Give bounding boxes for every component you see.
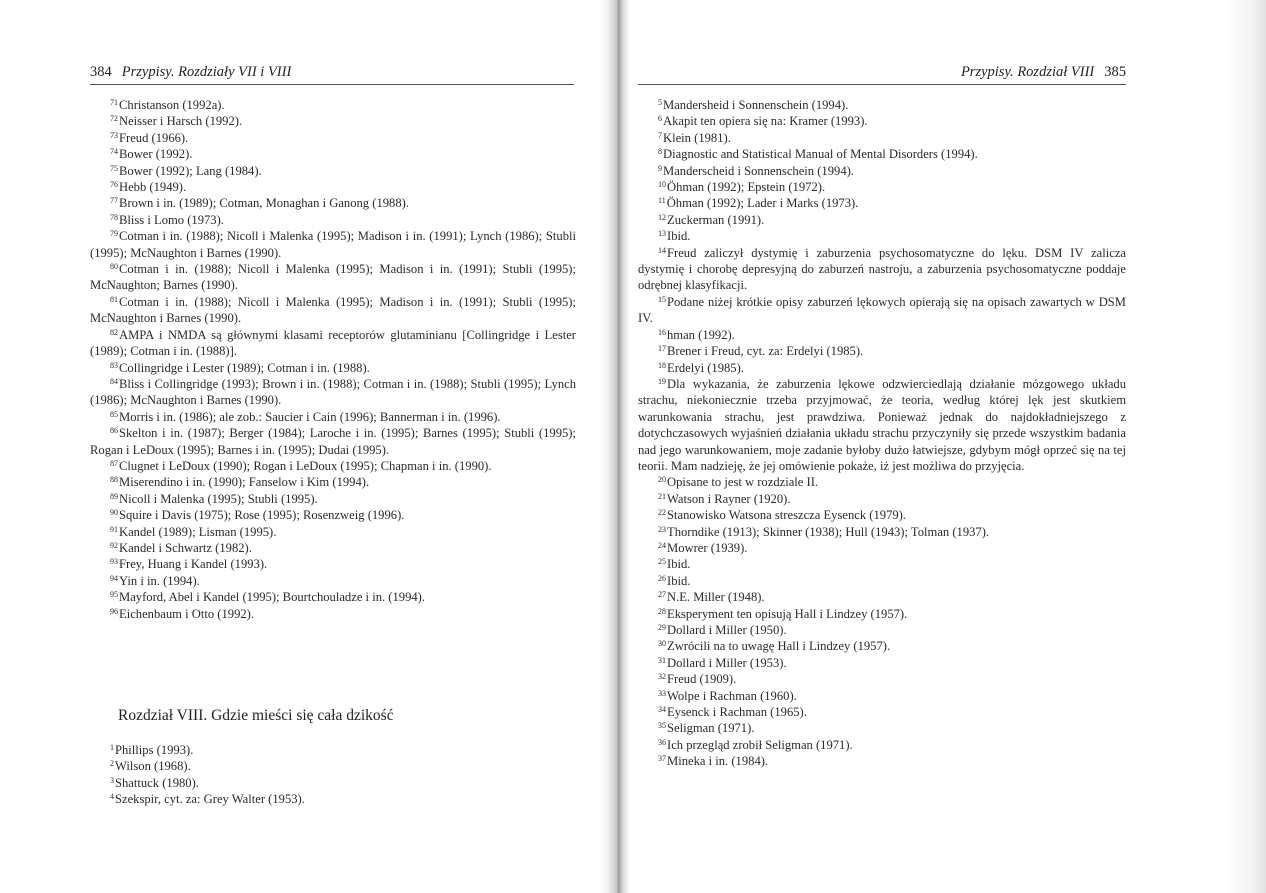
footnote-item [90,491,576,507]
footnote-number: 71 [110,98,118,107]
footnote-number: 8 [658,147,662,157]
footnote-number: 92 [110,540,118,550]
page-header-left [90,64,574,85]
footnote-item [638,245,1126,294]
footnote-number: 79 [110,229,118,239]
footnote-item [90,146,576,162]
page-number: 385 [1104,64,1126,80]
footnote-item [638,327,1126,343]
footnote-text: Freud (1909). [667,672,737,687]
footnote-number: 20 [658,475,666,485]
footnote-text: Cotman i in. (1988); Nicoll i Malenka (1995); Madison i in. (1991); Stubli (1995); McNaughton i Barnes (1990). [90,294,576,326]
footnote-text: Opisane to jest w rozdziale II. [667,475,819,490]
page-header-right [638,64,1126,85]
footnote-number: 7 [658,130,662,140]
footnote-text: Phillips (1993). [115,743,194,757]
footnote-item [638,507,1126,523]
footnote-number: 9 [658,163,662,173]
footnote-number: 87 [110,458,118,468]
footnote-number: 23 [658,524,666,534]
footnote-text: Cotman i in. (1988); Nicoll i Malenka (1995); Madison i in. (1991); Stubli (1995); McNaughton; Barnes (1990). [90,262,576,293]
footnote-number: 94 [110,573,118,583]
footnote-number: 90 [110,508,118,518]
footnote-text: Erdelyi (1985). [667,360,744,375]
footnote-text: Freud zaliczył dystymię i zaburzenia psychosomatyczne do lęku. DSM IV zalicza dystymię i chorobę depresyjną do zaburzeń nastroju, a zaburzenia psychosomatyczne poddaje odrębnej klasyfikacji. [638,245,1126,293]
footnote-item [638,294,1126,327]
footnote-item [638,376,1126,474]
footnote-text: Klein (1981). [663,130,731,145]
notes-list [90,97,576,622]
book-gutter [600,0,630,893]
footnote-text: Miserendino i in. (1990); Fanselow i Kim (1994). [119,475,370,490]
footnote-item [90,130,576,146]
footnote-text: Ibid. [667,557,691,572]
footnote-text: Ibid. [667,229,691,244]
footnote-number: 88 [110,475,118,485]
footnote-text: Podane niżej krótkie opisy zaburzeń lękowych opierają się na opisach zawartych w DSM IV. [638,294,1126,326]
footnote-number: 32 [658,672,666,682]
footnote-text: hman (1992). [667,327,735,342]
footnote-text: Wilson (1968). [115,759,191,774]
footnote-number: 37 [658,754,666,764]
footnote-number: 73 [110,130,118,140]
footnote-item [638,212,1126,228]
footnote-number: 18 [658,360,666,370]
footnote-text: Akapit ten opiera się na: Kramer (1993). [663,114,868,129]
footnote-item [638,228,1126,244]
footnote-number: 74 [110,147,118,157]
footnote-item [90,163,576,179]
footnote-number: 17 [658,344,666,354]
footnote-item [90,775,576,791]
footnote-item [638,573,1126,589]
footnote-number: 2 [110,759,114,769]
footnote-number: 19 [658,376,666,386]
footnote-text: Szekspir, cyt. za: Grey Walter (1953). [115,792,305,807]
footnote-item [90,540,576,556]
footnote-number: 10 [658,180,666,190]
footnote-item [90,113,576,129]
footnote-item [638,753,1126,769]
footnote-item [90,327,576,360]
footnote-text: Thorndike (1913); Skinner (1938); Hull (1943); Tolman (1937). [667,524,990,539]
footnote-text: Öhman (1992); Lader i Marks (1973). [666,196,859,211]
footnote-number: 96 [110,606,118,616]
footnote-text: Bower (1992). [119,147,193,162]
footnote-item [90,524,576,540]
footnote-text: Squire i Davis (1975); Rose (1995); Rosenzweig (1996). [119,508,405,523]
footnote-item [638,146,1126,162]
footnote-text: Morris i in. (1986); ale zob.: Saucier i Cain (1996); Bannerman i in. (1996). [119,409,501,424]
footnote-text: Brown i in. (1989); Cotman, Monaghan i Ganong (1988). [119,196,409,211]
footnote-item [638,360,1126,376]
footnote-number: 31 [658,655,666,665]
footnote-item [90,758,576,774]
footnote-number: 28 [658,606,666,616]
footnote-item [638,720,1126,736]
footnote-text: Dla wykazania, że zaburzenia lękowe odzwierciedlają działanie mózgowego układu strachu, niekoniecznie trzeba przyjmować, że teoria, według której lęk jest skutkiem warunkowania strachu, jest prawdziwa. Ponieważ jednak do najdokładniejszego z dotychczasowych wyjaśnień działania układu strachu przyczyniły się przede wszystkim badania nad jego warunkowaniem, moje zadanie byłoby dużo łatwiejsze, gdybym mógł oprzeć się na tej teorii. Mam nadzieję, że jej omówienie pokaże, iż jest możliwa do przyjęcia. [638,376,1126,473]
footnote-text: Yin i in. (1994). [119,573,200,588]
footnote-number: 89 [110,491,118,501]
footnote-text: Zwrócili na to uwagę Hall i Lindzey (1957). [667,639,891,654]
footnote-item [90,179,576,195]
footnote-item [638,606,1126,622]
footnote-text: Eksperyment ten opisują Hall i Lindzey (1957). [667,606,908,621]
running-title: Przypisy. Rozdział VIII [960,64,1095,80]
footnote-number: 6 [658,114,662,124]
footnote-item [90,409,576,425]
footnote-item [638,491,1126,507]
footnote-text: AMPA i NMDA są głównymi klasami receptorów glutaminianu [Collingridge i Lester (1989); Cotman i in. (1988)]. [90,327,576,359]
footnote-text: Kandel (1989); Lisman (1995). [119,524,277,539]
footnote-item [638,524,1126,540]
footnote-number: 26 [658,573,666,583]
footnote-number: 11 [658,196,666,206]
footnote-number: 83 [110,360,118,370]
footnote-number: 78 [110,212,118,222]
running-title: Przypisy. Rozdziały VII i VIII [121,64,292,80]
footnote-item [638,638,1126,654]
footnote-text: Mineka i in. (1984). [667,754,769,769]
footnote-number: 34 [658,705,666,715]
footnote-item [90,212,576,228]
scan-edge [1226,0,1266,893]
footnote-item [638,343,1126,359]
footnote-text: Cotman i in. (1988); Nicoll i Malenka (1995); Madison i in. (1991); Lynch (1986); Stubli (1995); McNaughton i Barnes (1990). [90,229,576,260]
footnote-number: 15 [658,294,666,304]
footnote-item [90,294,576,327]
footnote-item [638,556,1126,572]
notes-list [90,742,576,808]
footnote-text: Christanson (1992a). [119,98,225,112]
footnote-text: Mowrer (1939). [667,540,748,555]
footnote-item [90,573,576,589]
footnote-item [90,742,576,758]
page-number: 384 [90,64,112,80]
footnote-number: 21 [658,491,666,501]
footnote-item [638,655,1126,671]
footnote-text: Ich przegląd zrobił Seligman (1971). [667,737,853,752]
footnote-text: Dollard i Miller (1950). [667,623,787,637]
footnote-item [638,474,1126,490]
footnote-number: 86 [110,426,118,436]
footnote-item [90,195,576,211]
notes-list [638,97,1126,770]
footnote-item [90,425,576,458]
footnote-text: Bliss i Lomo (1973). [119,212,224,227]
footnote-number: 22 [658,508,666,518]
footnote-number: 76 [110,180,118,190]
footnote-text: Hebb (1949). [119,180,187,195]
footnote-number: 80 [110,262,118,272]
footnote-text: Wolpe i Rachman (1960). [667,688,797,703]
footnote-number: 14 [658,245,666,255]
footnote-text: Freud (1966). [119,130,189,145]
footnote-number: 93 [110,557,118,567]
footnote-text: Neisser i Harsch (1992). [119,114,243,129]
footnote-text: Watson i Rayner (1920). [667,491,791,506]
footnote-text: Clugnet i LeDoux (1990); Rogan i LeDoux (1995); Chapman i in. (1990). [119,458,492,473]
footnote-item [638,113,1126,129]
footnote-text: Manderscheid i Sonnenschein (1994). [663,163,854,178]
footnote-number: 72 [110,114,118,124]
footnote-item [638,163,1126,179]
footnote-number: 91 [110,524,118,534]
footnote-item [90,791,576,807]
footnote-text: Öhman (1992); Epstein (1972). [667,180,826,195]
footnote-item [638,622,1126,638]
footnote-item [638,688,1126,704]
footnote-number: 12 [658,212,666,222]
footnote-number: 29 [658,623,666,632]
footnote-item [90,261,576,294]
footnote-number: 13 [658,229,666,239]
footnote-item [638,179,1126,195]
footnote-text: Stanowisko Watsona streszcza Eysenck (1979). [667,508,907,523]
footnote-item [638,130,1126,146]
footnote-text: Collingridge i Lester (1989); Cotman i in. (1988). [119,360,370,375]
footnote-number: 85 [110,409,118,419]
footnote-number: 35 [658,721,666,731]
footnote-item [90,507,576,523]
chapter-heading: Rozdział VIII. Gdzie mieści się cała dzikość [118,707,394,724]
footnote-number: 4 [110,792,114,802]
footnote-number: 27 [658,590,666,600]
footnote-item [90,360,576,376]
footnote-item [90,228,576,261]
footnote-item [90,376,576,409]
footnote-text: Dollard i Miller (1953). [667,655,787,670]
footnote-number: 24 [658,540,666,550]
footnote-number: 81 [110,294,118,304]
footnote-item [90,556,576,572]
footnote-item [90,97,576,113]
footnote-text: Skelton i in. (1987); Berger (1984); Laroche i in. (1995); Barnes (1995); Stubli (1995); Rogan i LeDoux (1995); Barnes i in. (1995); Dudai (1995). [90,426,576,457]
footnote-text: Frey, Huang i Kandel (1993). [119,557,268,572]
footnote-text: Brener i Freud, cyt. za: Erdelyi (1985). [667,344,864,359]
footnote-number: 36 [658,737,666,747]
footnote-item [638,589,1126,605]
footnote-item [638,671,1126,687]
footnote-number: 84 [110,376,118,386]
footnote-text: Nicoll i Malenka (1995); Stubli (1995). [119,491,318,506]
footnote-number: 95 [110,590,118,600]
footnote-text: Shattuck (1980). [115,775,199,790]
footnote-item [638,704,1126,720]
left-page [0,0,600,893]
footnote-text: Kandel i Schwartz (1982). [119,540,252,555]
footnote-item [638,97,1126,113]
footnote-number: 5 [658,98,662,107]
footnote-number: 75 [110,163,118,173]
footnote-text: Eichenbaum i Otto (1992). [119,606,255,621]
footnote-item [90,458,576,474]
footnote-item [90,606,576,622]
footnote-text: Bliss i Collingridge (1993); Brown i in. (1988); Cotman i in. (1988); Stubli (1995); Lynch (1986); McNaughton i Barnes (1990). [90,376,576,408]
right-page [630,0,1266,893]
footnote-number: 3 [110,775,114,785]
footnote-number: 82 [110,327,118,337]
footnote-text: Seligman (1971). [667,721,755,736]
footnote-text: N.E. Miller (1948). [667,590,765,605]
footnote-text: Mayford, Abel i Kandel (1995); Bourtchouladze i in. (1994). [119,590,426,605]
footnote-item [638,195,1126,211]
footnote-text: Diagnostic and Statistical Manual of Mental Disorders (1994). [663,147,978,162]
footnote-text: Mandersheid i Sonnenschein (1994). [663,98,849,112]
footnote-item [90,589,576,605]
footnote-item [638,540,1126,556]
footnote-number: 30 [658,639,666,649]
footnote-text: Ibid. [667,573,691,588]
footnote-item [90,474,576,490]
footnote-text: Bower (1992); Lang (1984). [119,163,262,178]
footnote-text: Eysenck i Rachman (1965). [667,705,807,720]
footnote-item [638,737,1126,753]
footnote-text: Zuckerman (1991). [667,212,765,227]
footnote-number: 1 [110,743,114,752]
footnote-number: 33 [658,688,666,698]
footnote-number: 25 [658,557,666,567]
footnote-number: 77 [110,196,118,206]
footnote-number: 16 [658,327,666,337]
